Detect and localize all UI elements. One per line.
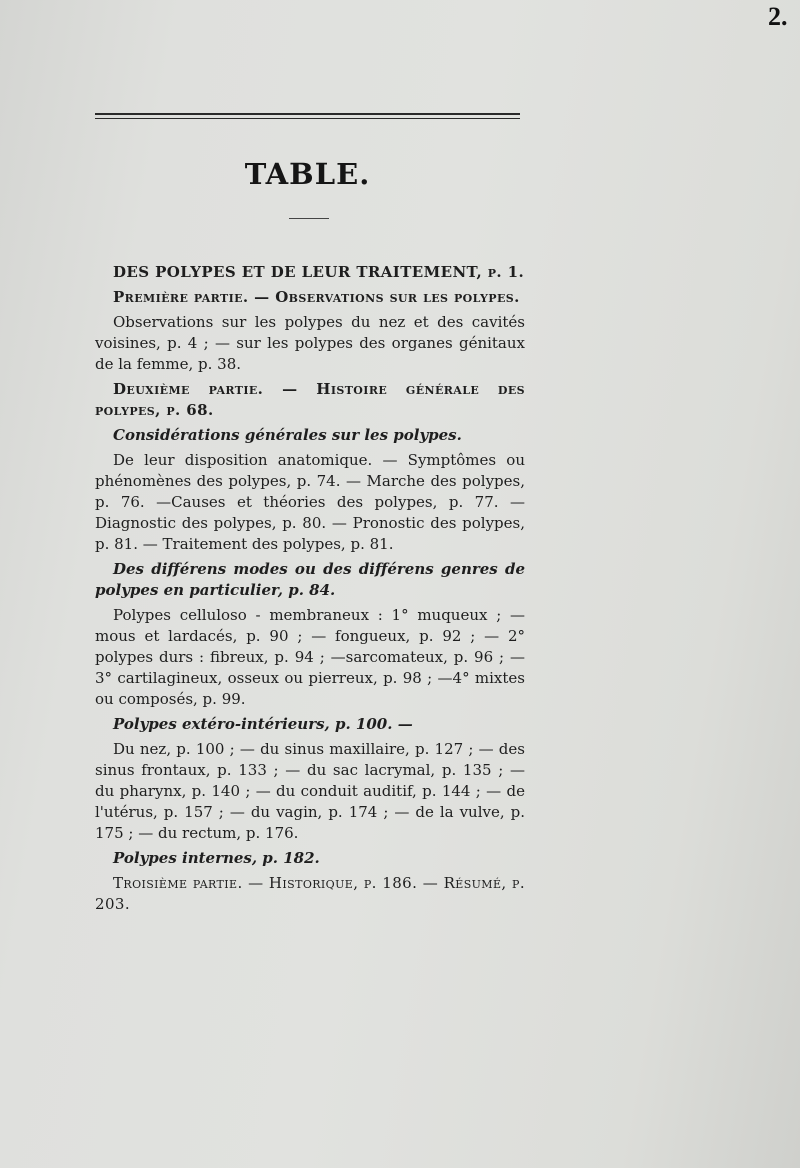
- toc-entry: Troisième partie. — Historique, p. 186. — Résumé, p. 203.: [95, 874, 525, 913]
- toc-entry: Polypes extéro-intérieurs, p. 100. —: [113, 715, 413, 733]
- header-rule-thin: [95, 118, 520, 119]
- toc-entry: Considérations générales sur les polypes.: [113, 426, 462, 444]
- page-corner-mark: 2.: [768, 2, 788, 31]
- toc-entry: De leur disposition anatomique. — Symptômes ou phénomènes des polypes, p. 74. — Marche des polypes, p. 76. —Causes et théories des polypes, p. 77. — Diagnostic des polypes, p. 80. — Pronostic des polypes, p. 81. — Traitement des polypes, p. 81.: [95, 451, 525, 553]
- table-of-contents: [95, 262, 525, 919]
- title-divider: [289, 218, 329, 219]
- toc-entry: DES POLYPES ET DE LEUR TRAITEMENT, p. 1.: [113, 263, 525, 281]
- toc-entry: Du nez, p. 100 ; — du sinus maxillaire, p. 127 ; — des sinus frontaux, p. 133 ; — du sac lacrymal, p. 135 ; — du pharynx, p. 140 ; — du conduit auditif, p. 144 ; — de l'utérus, p. 157 ; — du vagin, p. 174 ; — de la vulve, p. 175 ; — du rectum, p. 176.: [95, 740, 525, 842]
- toc-entry: Des différens modes ou des différens genres de polypes en particulier, p. 84.: [95, 560, 525, 599]
- header-rule-thick: [95, 113, 520, 115]
- toc-entry: Observations sur les polypes du nez et des cavités voisines, p. 4 ; — sur les polypes des organes génitaux de la femme, p. 38.: [95, 313, 525, 373]
- toc-entry: Polypes internes, p. 182.: [113, 849, 320, 867]
- toc-entry: Première partie. — Observations sur les polypes.: [113, 288, 520, 306]
- toc-entry: Deuxième partie. — Histoire générale des polypes, p. 68.: [95, 380, 525, 419]
- page-title: TABLE.: [244, 157, 371, 191]
- toc-entry: Polypes celluloso - membraneux : 1° muqueux ; — mous et lardacés, p. 90 ; — fongueux, p. 92 ; — 2° polypes durs : fibreux, p. 94 ; —sarcomateux, p. 96 ; —3° cartilagineux, osseux ou pierreux, p. 98 ; —4° mixtes ou composés, p. 99.: [95, 606, 525, 708]
